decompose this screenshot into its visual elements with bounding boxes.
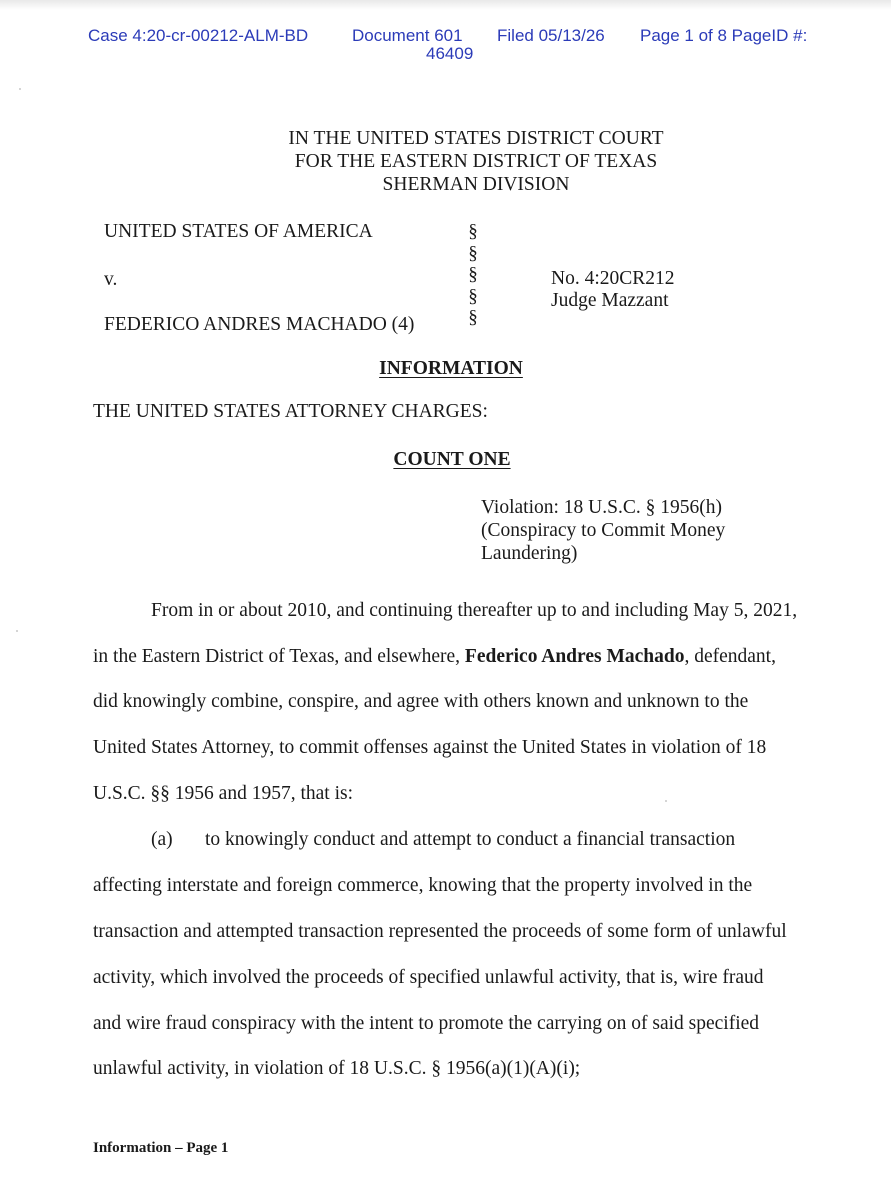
scan-speck [665,800,667,802]
body-line: From in or about 2010, and continuing thereafter up to and including May 5, 2021, [151,600,798,621]
court-name-line2: FOR THE EASTERN DISTRICT OF TEXAS [294,151,658,172]
violation-description-line1: (Conspiracy to Commit Money [481,520,726,541]
body-line: unlawful activity, in violation of 18 U.S.C. § 1956(a)(1)(A)(i); [93,1058,581,1079]
violation-statute: Violation: 18 U.S.C. § 1956(h) [481,497,722,518]
section-symbol: § [468,242,478,264]
section-symbol: § [468,264,478,285]
scan-speck [16,630,18,632]
defendant-name: Federico Andres Machado [464,646,685,667]
ecf-case-number: Case 4:20-cr-00212-ALM-BD [88,26,309,45]
ecf-page-info: Page 1 of 8 PageID #: [640,26,808,45]
court-division: SHERMAN DIVISION [382,174,570,195]
ecf-document-number: Document 601 [352,26,463,45]
document-title: INFORMATION [379,358,523,379]
body-line: United States Attorney, to commit offenses against the United States in violation of 18 [93,737,767,758]
section-symbol: § [468,285,478,307]
section-symbol: § [468,307,478,328]
scan-speck [19,88,21,90]
body-line [93,646,776,668]
body-line: to knowingly conduct and attempt to conduct a financial transaction [205,829,736,850]
court-name-line1: IN THE UNITED STATES DISTRICT COURT [288,128,664,149]
section-symbol: § [468,221,478,242]
body-line: and wire fraud conspiracy with the intent to promote the carrying on of said specified [93,1013,760,1034]
body-line: did knowingly combine, conspire, and agree with others known and unknown to the [93,691,749,712]
caption-versus: v. [104,269,118,290]
body-line: activity, which involved the proceeds of specified unlawful activity, that is, wire fraud [93,967,764,988]
body-line: transaction and attempted transaction represented the proceeds of some form of unlawful [93,921,787,942]
top-shadow [0,0,891,10]
ecf-page-id: 46409 [426,44,474,63]
body-line: affecting interstate and foreign commerce, knowing that the property involved in the [93,875,753,896]
body-text: in the Eastern District of Texas, and elsewhere, [93,646,465,667]
charges-intro: THE UNITED STATES ATTORNEY CHARGES: [93,401,488,422]
caption-plaintiff: UNITED STATES OF AMERICA [104,221,373,242]
page-footer: Information – Page 1 [93,1140,229,1156]
ecf-filed-date: Filed 05/13/26 [497,26,605,45]
case-number: No. 4:20CR212 [551,268,675,289]
violation-description-line2: Laundering) [481,543,578,564]
body-line: U.S.C. §§ 1956 and 1957, that is: [93,783,354,804]
caption-defendant: FEDERICO ANDRES MACHADO (4) [104,314,415,335]
subparagraph-label: (a) [151,829,173,850]
body-text: , defendant, [684,646,776,667]
count-title: COUNT ONE [393,449,511,470]
judge-name: Judge Mazzant [551,290,669,311]
section-symbol-column [466,221,480,329]
